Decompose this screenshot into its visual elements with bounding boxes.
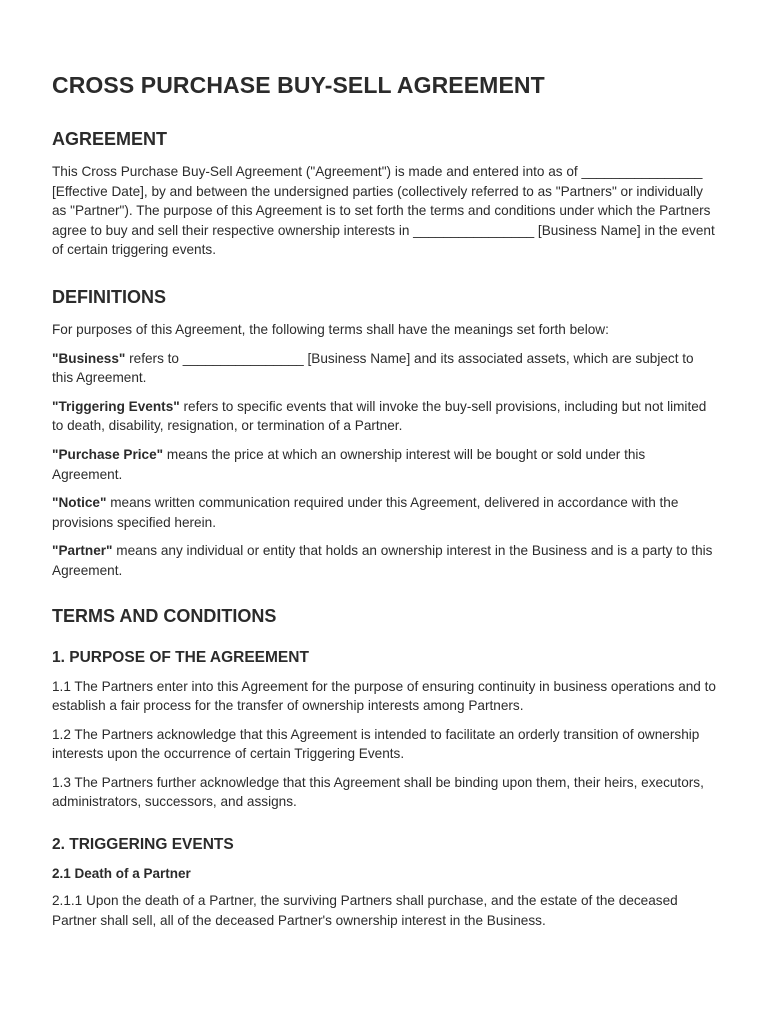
- definition-text: refers to specific events that will invoke the buy-sell provisions, including but not limited to death, disability, resignation, or termination of a Partner.: [52, 398, 707, 434]
- purpose-section: [52, 647, 718, 813]
- purpose-heading: 1. PURPOSE OF THE AGREEMENT: [52, 648, 309, 666]
- document-title: CROSS PURCHASE BUY-SELL AGREEMENT: [52, 72, 545, 98]
- definition-text: refers to ________________ [Business Name] and its associated assets, which are subject to this Agreement.: [52, 350, 694, 386]
- definition-text: means written communication required under this Agreement, delivered in accordance with the provisions specified herein.: [52, 495, 679, 530]
- clause: 1.3 The Partners further acknowledge that this Agreement shall be binding upon them, their heirs, executors, administrators, successors, and assigns.: [52, 774, 704, 810]
- definition-item: [52, 493, 718, 532]
- clause: 1.1 The Partners enter into this Agreement for the purpose of ensuring continuity in business operations and to establish a fair process for the transfer of ownership interests among Partners.: [52, 678, 716, 714]
- definitions-heading: DEFINITIONS: [52, 286, 167, 307]
- definition-term: "Notice": [52, 495, 107, 511]
- clause: 2.1.1 Upon the death of a Partner, the surviving Partners shall purchase, and the estate of the deceased Partner shall sell, all of the deceased Partner's ownership interest in the Business.: [52, 893, 678, 928]
- agreement-heading: AGREEMENT: [52, 129, 168, 149]
- definition-item: [52, 445, 718, 484]
- definitions-intro: For purposes of this Agreement, the following terms shall have the meanings set forth below:: [52, 321, 609, 337]
- definition-item: [52, 397, 718, 436]
- definition-text: means any individual or entity that holds an ownership interest in the Business and is a party to this Agreement.: [52, 543, 713, 578]
- definitions-section: [52, 284, 718, 581]
- clause: 1.2 The Partners acknowledge that this Agreement is intended to facilitate an orderly transition of ownership interests upon the occurrence of certain Triggering Events.: [52, 726, 700, 762]
- agreement-body: This Cross Purchase Buy-Sell Agreement ("Agreement") is made and entered into as of ________________ [Effective Date], by and between the undersigned parties (collectively referred to as "Partners" or individually as "Partner"). The purpose of this Agreement is to set forth the terms and conditions under which the Partners agree to buy and sell their respective ownership interests in ________________ [Business Name] in the event of certain triggering events.: [52, 164, 715, 258]
- definition-term: "Business": [52, 350, 126, 366]
- agreement-section: [52, 126, 718, 260]
- definition-term: "Purchase Price": [52, 446, 164, 462]
- definition-item: [52, 541, 718, 580]
- definition-term: "Partner": [52, 543, 113, 559]
- terms-heading: TERMS AND CONDITIONS: [52, 605, 277, 626]
- definition-item: [52, 349, 718, 388]
- triggering-events-heading: 2. TRIGGERING EVENTS: [52, 836, 234, 854]
- definition-term: "Triggering Events": [52, 398, 180, 414]
- definition-text: means the price at which an ownership interest will be bought or sold under this Agreement.: [52, 446, 646, 482]
- triggering-events-section: [52, 834, 718, 930]
- death-of-partner-heading: 2.1 Death of a Partner: [52, 866, 191, 882]
